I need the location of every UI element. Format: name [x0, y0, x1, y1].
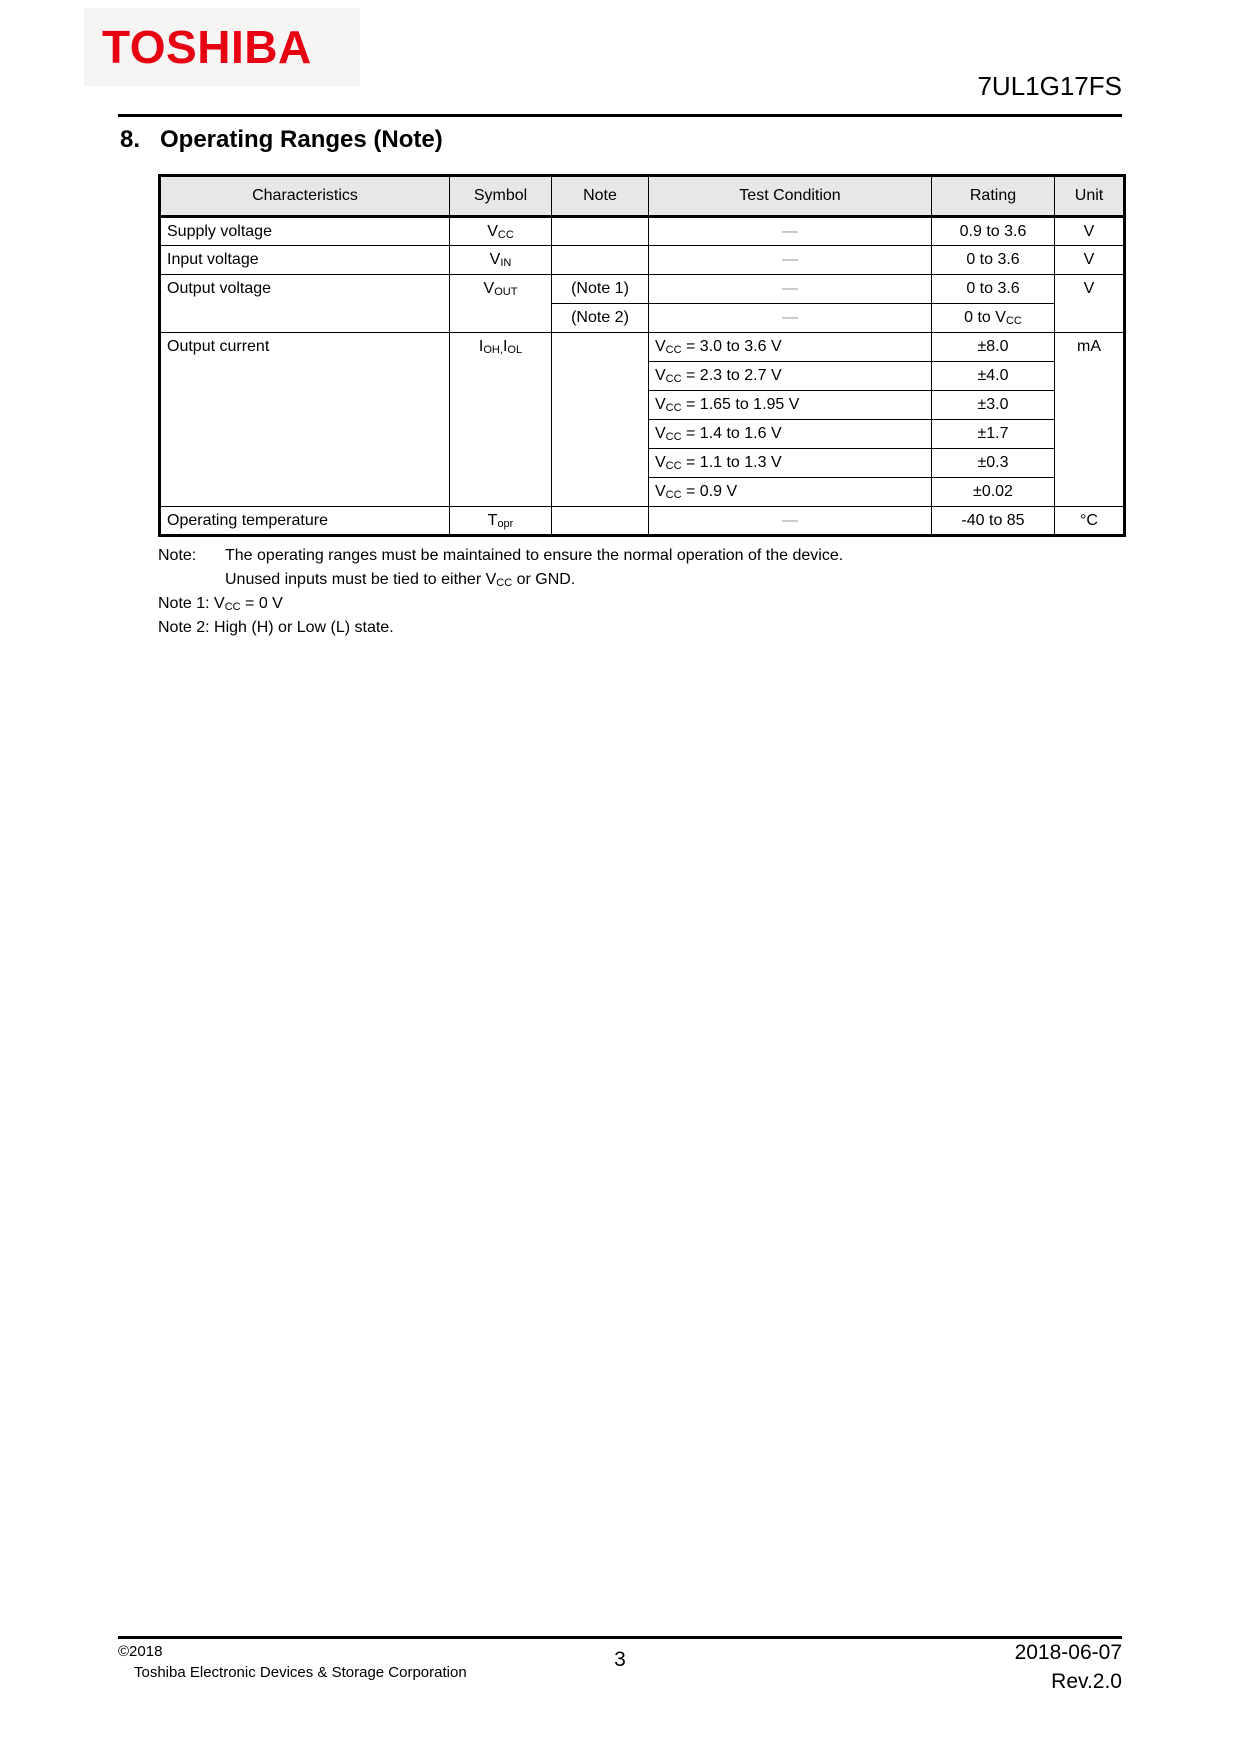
test-condition-cell: $V_{CC} = 1.1$ to 1.3 V — [649, 449, 932, 478]
symbol-cell: $I_{OH,}I_{OL}$ — [450, 333, 552, 507]
rating-cell: 0 to 3.6 — [932, 275, 1055, 304]
characteristic-cell: Output current — [160, 333, 450, 507]
footer-rule — [118, 1636, 1122, 1639]
section-title: Operating Ranges (Note) — [160, 126, 443, 153]
rating-cell: ±0.02 — [932, 478, 1055, 507]
note-label: Note: — [158, 547, 197, 564]
characteristic-cell: Output voltage — [160, 275, 450, 333]
symbol-cell: $V_{CC}$ — [450, 217, 552, 246]
note-cell — [552, 217, 649, 246]
footer-date: 2018-06-07 — [1014, 1641, 1122, 1664]
col-header-symbol: Symbol — [450, 176, 552, 217]
table-row-input-voltage — [160, 246, 1125, 275]
footer-company: Toshiba Electronic Devices & Storage Corporation — [134, 1664, 467, 1681]
test-condition-cell: — — [649, 275, 932, 304]
note-2-line: Note 2: High (H) or Low (L) state. — [158, 619, 394, 636]
section-heading — [120, 126, 443, 154]
note-cell: (Note 1) — [552, 275, 649, 304]
section-number: 8. — [120, 126, 141, 153]
table-row-output-current-1 — [160, 333, 1125, 362]
unit-cell: °C — [1055, 507, 1125, 536]
rating-cell: ±1.7 — [932, 420, 1055, 449]
col-header-note: Note — [552, 176, 649, 217]
unit-cell: mA — [1055, 333, 1125, 507]
col-header-characteristics: Characteristics — [160, 176, 450, 217]
note-cell — [552, 246, 649, 275]
test-condition-cell: — — [649, 507, 932, 536]
note-1-line: Note 1: $V_{CC} = 0$ V — [158, 595, 283, 613]
col-header-unit: Unit — [1055, 176, 1125, 217]
col-header-rating: Rating — [932, 176, 1055, 217]
test-condition-cell: — — [649, 304, 932, 333]
rating-cell: 0 to 3.6 — [932, 246, 1055, 275]
rating-cell: 0.9 to 3.6 — [932, 217, 1055, 246]
test-condition-cell: $V_{CC} = 3.0$ to 3.6 V — [649, 333, 932, 362]
rating-cell: 0 to $V_{CC}$ — [932, 304, 1055, 333]
unit-cell: V — [1055, 217, 1125, 246]
test-condition-cell: $V_{CC} = 2.3$ to 2.7 V — [649, 362, 932, 391]
test-condition-cell: — — [649, 217, 932, 246]
footer-copyright: ©2018 — [118, 1643, 163, 1660]
table-row-operating-temperature — [160, 507, 1125, 536]
rating-cell: ±0.3 — [932, 449, 1055, 478]
note-cell — [552, 333, 649, 507]
symbol-cell: $V_{OUT}$ — [450, 275, 552, 333]
symbol-cell: $T_{opr}$ — [450, 507, 552, 536]
toshiba-logo — [84, 8, 360, 86]
table-row-output-voltage-1 — [160, 275, 1125, 304]
rating-cell: -40 to 85 — [932, 507, 1055, 536]
unit-cell: V — [1055, 275, 1125, 333]
test-condition-cell: — — [649, 246, 932, 275]
symbol-cell: $V_{IN}$ — [450, 246, 552, 275]
rating-cell: ±3.0 — [932, 391, 1055, 420]
rating-cell: ±8.0 — [932, 333, 1055, 362]
unit-cell: V — [1055, 246, 1125, 275]
footer-revision: Rev.2.0 — [1051, 1670, 1122, 1693]
page-number: 3 — [614, 1648, 626, 1671]
table-header-row — [160, 176, 1125, 217]
operating-ranges-table — [158, 174, 1126, 537]
note-cell: (Note 2) — [552, 304, 649, 333]
part-number: 7UL1G17FS — [977, 71, 1122, 101]
table-row-supply-voltage — [160, 217, 1125, 246]
note-line-2: Unused inputs must be tied to either $V_{CC}$ or GND. — [225, 571, 576, 589]
header-rule — [118, 114, 1122, 117]
test-condition-cell: $V_{CC} = 0.9$ V — [649, 478, 932, 507]
characteristic-cell: Supply voltage — [160, 217, 450, 246]
test-condition-cell: $V_{CC} = 1.4$ to 1.6 V — [649, 420, 932, 449]
characteristic-cell: Input voltage — [160, 246, 450, 275]
col-header-test-condition: Test Condition — [649, 176, 932, 217]
note-cell — [552, 507, 649, 536]
note-line-1: The operating ranges must be maintained to ensure the normal operation of the device. — [225, 547, 844, 564]
rating-cell: ±4.0 — [932, 362, 1055, 391]
characteristic-cell: Operating temperature — [160, 507, 450, 536]
toshiba-logo-text: TOSHIBA — [102, 21, 312, 73]
test-condition-cell: $V_{CC} = 1.65$ to 1.95 V — [649, 391, 932, 420]
